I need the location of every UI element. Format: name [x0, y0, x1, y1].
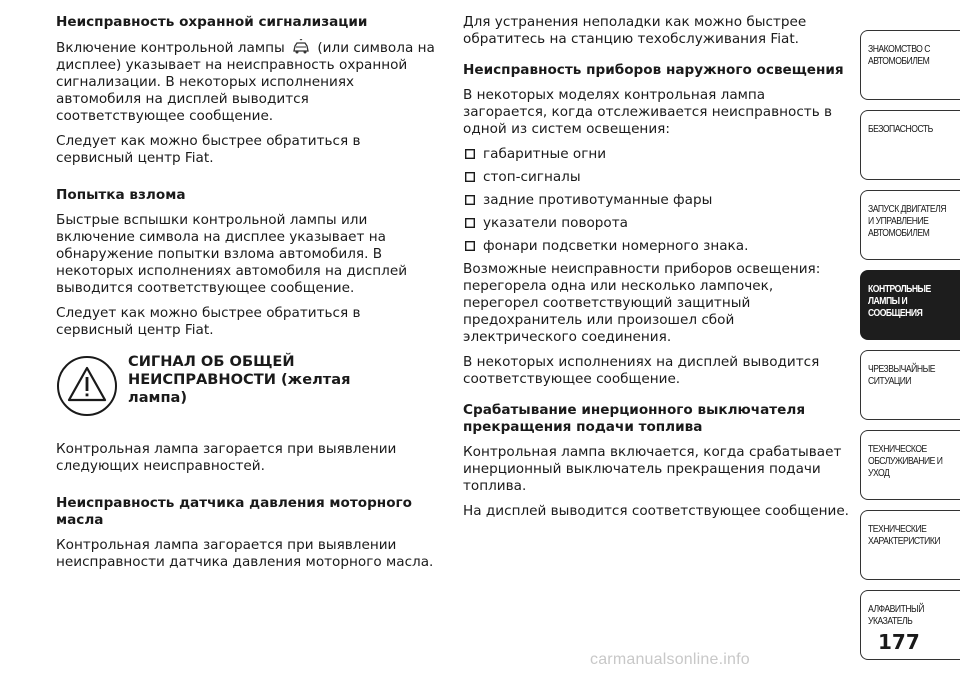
general-fault-title: СИГНАЛ ОБ ОБЩЕЙ НЕИСПРАВНОСТИ (желтая лампа)	[128, 353, 351, 406]
heading-alarm-fault: Неисправность охранной сигнализации	[56, 14, 368, 30]
lights-list	[463, 146, 851, 255]
checkbox-bullet-icon	[465, 149, 475, 159]
tab-label: ЗАПУСК ДВИГАТЕЛЯ И УПРАВЛЕНИЕ АВТОМОБИЛЕМ	[868, 203, 947, 239]
tab-warning-lights[interactable]	[860, 270, 960, 340]
checkbox-bullet-icon	[465, 241, 475, 251]
general-fault-block	[56, 353, 440, 431]
checkbox-bullet-icon	[465, 218, 475, 228]
paragraph-alarm-fault	[56, 39, 440, 125]
heading-break-in: Попытка взлома	[56, 187, 186, 203]
paragraph-break-in: Быстрые вспышки контрольной лампы или включение символа на дисплее указывает на обнаружение попытки взлома автомобиля. В некоторых исполнениях автомобиля на дисплей выводится соответствующее сообщение.	[56, 212, 408, 296]
warning-triangle-icon	[56, 355, 118, 417]
paragraph-contact-station: Для устранения неполадки как можно быстрее обратитесь на станцию техобслуживания Fiat.	[463, 14, 807, 47]
tab-emergencies[interactable]	[860, 350, 960, 420]
list-item-text: указатели поворота	[483, 215, 628, 231]
tab-label: ТЕХНИЧЕСКОЕ ОБСЛУЖИВАНИЕ И УХОД	[868, 443, 943, 479]
tab-label: ЧРЕЗВЫЧАЙНЫЕ СИТУАЦИИ	[868, 363, 935, 387]
heading-fuel-cutoff: Срабатывание инерционного выключателя прекращения подачи топлива	[463, 402, 806, 435]
chapter-sidebar	[860, 30, 960, 670]
tab-getting-to-know[interactable]	[860, 30, 960, 100]
tab-label: БЕЗОПАСНОСТЬ	[868, 123, 933, 135]
tab-label: КОНТРОЛЬНЫЕ ЛАМПЫ И СООБЩЕНИЯ	[868, 283, 931, 319]
list-item-text: габаритные огни	[483, 146, 607, 162]
tab-label: АЛФАВИТНЫЙ УКАЗАТЕЛЬ	[868, 603, 924, 627]
paragraph-possible-faults: Возможные неисправности приборов освещения: перегорела одна или несколько лампочек, перегорел соответствующий защитный предохранитель или произошел сбой электрического соединения.	[463, 261, 821, 345]
list-item-text: фонари подсветки номерного знака.	[483, 238, 749, 254]
car-alarm-icon	[291, 39, 311, 55]
text-fragment: (или символа на дисплее) указывает на неисправность охранной сигнализации. В некоторых исполнениях автомобиля на дисплей выводится соответствующее сообщение.	[56, 40, 435, 124]
list-item	[463, 238, 851, 255]
list-item	[463, 146, 851, 163]
tab-maintenance[interactable]	[860, 430, 960, 500]
paragraph-display-message: В некоторых исполнениях на дисплей выводится соответствующее сообщение.	[463, 354, 820, 387]
checkbox-bullet-icon	[465, 172, 475, 182]
paragraph-contact-service-2: Следует как можно быстрее обратиться в сервисный центр Fiat.	[56, 305, 361, 338]
tab-label: ЗНАКОМСТВО С АВТОМОБИЛЕМ	[868, 43, 931, 67]
page-number: 177	[878, 630, 920, 654]
list-item	[463, 169, 851, 186]
list-item-text: стоп-сигналы	[483, 169, 581, 185]
paragraph-contact-service: Следует как можно быстрее обратиться в сервисный центр Fiat.	[56, 133, 361, 166]
checkbox-bullet-icon	[465, 195, 475, 205]
paragraph-fuel-cutoff: Контрольная лампа включается, когда срабатывает инерционный выключатель прекращения подачи топлива.	[463, 444, 842, 494]
list-item	[463, 192, 851, 209]
paragraph-oil-pressure: Контрольная лампа загорается при выявлении неисправности датчика давления моторного масла.	[56, 537, 434, 570]
watermark: carmanualsonline.info	[590, 651, 750, 668]
list-item-text: задние противотуманные фары	[483, 192, 713, 208]
heading-oil-pressure: Неисправность датчика давления моторного масла	[56, 495, 412, 528]
tab-label: ТЕХНИЧЕСКИЕ ХАРАКТЕРИСТИКИ	[868, 523, 941, 547]
left-column	[56, 14, 440, 579]
paragraph-display-message-2: На дисплей выводится соответствующее сообщение.	[463, 503, 850, 519]
tab-starting-driving[interactable]	[860, 190, 960, 260]
tab-safety[interactable]	[860, 110, 960, 180]
paragraph-exterior-lights: В некоторых моделях контрольная лампа загорается, когда отслеживается неисправность в одной из систем освещения:	[463, 87, 833, 137]
paragraph-general-fault: Контрольная лампа загорается при выявлении следующих неисправностей.	[56, 441, 397, 474]
tab-specifications[interactable]	[860, 510, 960, 580]
text-fragment: Включение контрольной лампы	[56, 40, 285, 56]
list-item	[463, 215, 851, 232]
heading-exterior-lights: Неисправность приборов наружного освещения	[463, 62, 844, 78]
right-column	[463, 14, 851, 528]
